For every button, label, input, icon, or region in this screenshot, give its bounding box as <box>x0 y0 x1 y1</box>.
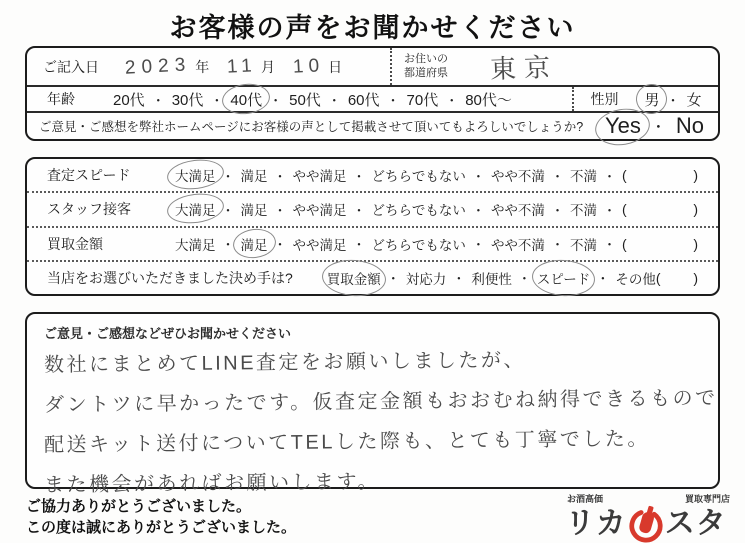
handwriting-line: 配送キット送付についてTELした際も、とても丁寧でした。 <box>43 428 650 457</box>
option-separator: ・ <box>151 92 165 108</box>
survey-row-speed <box>27 159 718 191</box>
handwriting-line: ダントツに早かったです。仮査定金額もおおむね納得できるもので <box>43 387 718 417</box>
thanks-line-2: この度は誠にありがとうございました。 <box>26 519 297 536</box>
date-prefecture-row <box>27 48 718 85</box>
survey-row-staff <box>27 191 718 225</box>
option: やや不満 <box>490 237 545 253</box>
option-circled: 満足 <box>241 234 268 254</box>
logo-tagline-left: お酒高価 <box>567 494 604 504</box>
option: やや満足 <box>292 169 347 185</box>
date-year-handwritten: 2023 <box>124 53 192 79</box>
page-title: お客様の声をお聞かせください <box>169 13 576 43</box>
option: 50代 <box>289 91 321 109</box>
reason-options <box>327 268 698 288</box>
option-separator: ・ <box>352 168 366 184</box>
option-separator: ・ <box>327 92 341 108</box>
option: 30代 <box>171 91 204 109</box>
option: 不満 <box>569 203 597 219</box>
satisfaction-survey-box <box>25 157 720 296</box>
prefecture-label <box>392 53 448 81</box>
comments-box <box>25 312 720 497</box>
survey-row-label: スタッフ接客 <box>47 201 131 218</box>
prefecture-cell <box>392 48 718 85</box>
option: No <box>675 113 704 138</box>
option-circled: スピード <box>537 268 590 288</box>
prefecture-value-handwritten: 東京 <box>489 51 559 85</box>
option-separator: ・ <box>602 237 616 253</box>
option-circled: 男 <box>644 89 659 110</box>
year-unit: 年 <box>195 58 210 75</box>
option: どちらでもない <box>371 237 466 253</box>
paren-open: ( <box>621 235 627 252</box>
option-circled: 40代 <box>230 89 262 110</box>
option-separator: ・ <box>517 271 531 287</box>
paren-open: ( <box>655 269 661 286</box>
reason-label: 当店をお選びいただきました決め手は? <box>47 269 293 286</box>
option: 対応力 <box>405 271 447 287</box>
survey-row-reason <box>27 260 718 294</box>
footer-thanks <box>26 496 296 538</box>
paren-close: ) <box>693 235 698 252</box>
gender-options <box>644 89 701 110</box>
brand-logo <box>565 492 733 543</box>
option-separator: ・ <box>471 237 485 253</box>
date-month-handwritten: 11 <box>226 54 258 78</box>
option: どちらでもない <box>371 169 466 185</box>
option: やや不満 <box>490 169 545 185</box>
option-separator: ・ <box>602 202 616 218</box>
option: 利便性 <box>471 271 512 287</box>
option-circled: 大満足 <box>175 199 216 219</box>
paren-close: ) <box>693 167 698 184</box>
logo-wordmark <box>565 505 733 543</box>
option-separator: ・ <box>352 202 366 218</box>
option-separator: ・ <box>471 202 485 218</box>
prefecture-label-line1: お住いの <box>404 52 448 65</box>
handwriting-line: 数社にまとめてLINE査定をお願いしましたが、 <box>43 349 527 377</box>
survey-row-options <box>175 165 698 185</box>
option: やや満足 <box>292 237 347 253</box>
option-separator: ・ <box>445 92 459 108</box>
paren-open: ( <box>621 201 627 218</box>
customer-info-box <box>25 46 720 141</box>
thanks-line-1: ご協力ありがとうございました。 <box>26 498 252 515</box>
age-label: 年齢 <box>47 91 75 107</box>
option-circled: 買取金額 <box>327 268 381 288</box>
option-separator: ・ <box>273 168 287 184</box>
option-separator: ・ <box>210 92 224 108</box>
option: 不満 <box>569 237 597 253</box>
gender-label: 性別 <box>590 91 619 107</box>
option: 20代 <box>113 91 145 109</box>
age-options <box>113 89 512 110</box>
option: 大満足 <box>175 237 216 253</box>
survey-row-label: 買取金額 <box>47 235 103 252</box>
option: どちらでもない <box>371 203 466 219</box>
paren-open: ( <box>621 167 627 184</box>
month-unit: 月 <box>261 58 276 75</box>
option-separator: ・ <box>550 237 564 253</box>
date-cell <box>27 53 390 79</box>
option-separator: ・ <box>596 271 610 287</box>
survey-row-price <box>27 226 718 260</box>
option: 満足 <box>240 203 268 219</box>
date-day-handwritten: 10 <box>292 54 325 78</box>
option-separator: ・ <box>221 168 235 184</box>
comments-label: ご意見・ご感想などぜひお聞かせください <box>44 326 292 341</box>
option-separator: ・ <box>602 168 616 184</box>
option-separator: ・ <box>273 237 287 253</box>
option-separator: ・ <box>550 168 564 184</box>
logo-tagline-right: 買取専門店 <box>684 494 730 504</box>
option-separator: ・ <box>471 168 485 184</box>
logo-text-left: リカ <box>565 507 627 540</box>
survey-row-options <box>175 199 698 219</box>
option-separator: ・ <box>386 271 400 287</box>
option-separator: ・ <box>221 237 235 253</box>
age-gender-row <box>27 85 718 111</box>
option-separator: ・ <box>352 237 366 253</box>
logo-text-right: スタ <box>664 507 727 540</box>
survey-row-label: 査定スピード <box>47 167 131 184</box>
paren-close: ) <box>693 269 698 286</box>
survey-row-options <box>175 234 698 254</box>
date-label: ご記入日 <box>43 58 99 75</box>
option-circled: 大満足 <box>175 165 216 185</box>
option: 不満 <box>569 169 597 185</box>
publish-options <box>605 113 704 139</box>
logo-taglines <box>565 492 733 505</box>
option-separator: ・ <box>550 202 564 218</box>
option-separator: ・ <box>386 92 400 108</box>
option: 80代〜 <box>465 91 512 109</box>
age-cell <box>27 89 572 110</box>
handwriting-line: また機会があればお願いします。 <box>43 470 381 497</box>
option-circled: Yes <box>604 113 641 138</box>
option-separator: ・ <box>269 92 283 108</box>
bottle-circle-icon <box>628 505 664 543</box>
option-separator: ・ <box>273 202 287 218</box>
option-separator: ・ <box>666 92 680 108</box>
option: その他 <box>615 271 656 287</box>
gender-cell <box>574 89 718 110</box>
option-separator: ・ <box>221 202 235 218</box>
prefecture-label-line2: 都道府県 <box>404 66 448 79</box>
option: 女 <box>686 91 702 109</box>
publish-question: ご意見・ご感想を弊社ホームページにお客様の声として掲載させて頂いてもよろしいでしょうか? <box>39 120 584 134</box>
option: 70代 <box>406 91 439 109</box>
option: 60代 <box>347 91 380 109</box>
option: やや不満 <box>490 203 545 219</box>
option-separator: ・ <box>650 118 666 136</box>
paren-close: ) <box>693 201 698 218</box>
option: やや満足 <box>292 203 347 219</box>
day-unit: 日 <box>328 58 343 75</box>
option: 満足 <box>240 169 268 185</box>
option-separator: ・ <box>452 271 466 287</box>
publish-consent-row <box>27 111 718 139</box>
